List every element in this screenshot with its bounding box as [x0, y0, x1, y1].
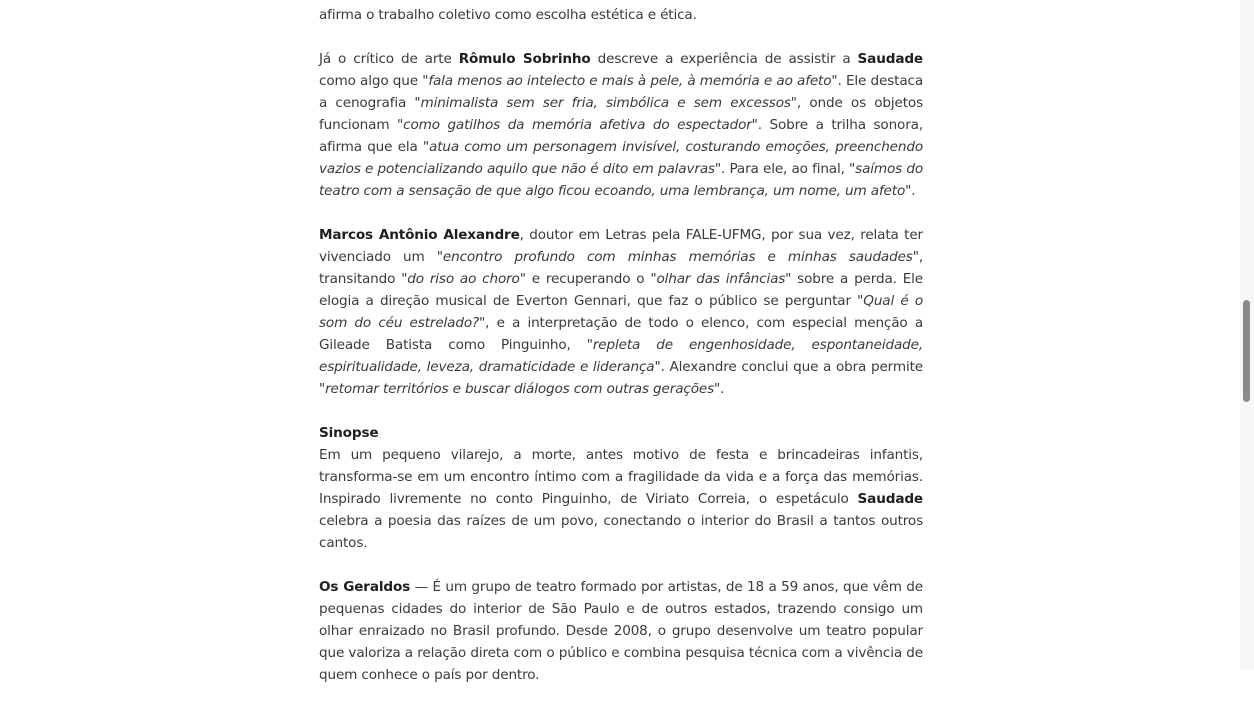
- quote: "encontro profundo com minhas memórias e minhas saudades": [436, 249, 919, 265]
- text: , transitando: [319, 249, 923, 287]
- vertical-scrollbar[interactable]: [1240, 0, 1254, 669]
- quote: "como gatilhos da memória afetiva do espectador": [397, 117, 758, 133]
- section-heading-sinopse: Sinopse: [319, 425, 379, 441]
- quote: "repleta de engenhosidade, espontaneidade, espiritualidade, leveza, dramaticidade e liderança": [319, 337, 923, 375]
- paragraph-sinopse: [319, 422, 923, 554]
- paragraph-os-geraldos: [319, 576, 923, 686]
- text: . Sobre a trilha sonora, afirma que ela: [319, 117, 923, 155]
- paragraph-collective-work: [319, 4, 923, 26]
- play-title: Saudade: [857, 491, 923, 507]
- quote: "Qual é o som do céu estrelado?": [319, 293, 923, 331]
- text: — É um grupo de teatro formado por artistas, de 18 a 59 anos, que vêm de pequenas cidades do interior de São Paulo e de outros estados, trazendo consigo um olhar enraizado no Brasil profundo. Desde 2008, o grupo desenvolve um teatro popular que valoriza a relação direta com o público e combina pesquisa técnica com a vivência de quem conhece o país por dentro.: [319, 579, 923, 683]
- group-name: Os Geraldos: [319, 579, 411, 595]
- text: e recuperando o: [525, 271, 651, 287]
- play-title: Saudade: [857, 51, 923, 67]
- quote: "atua como um personagem invisível, costurando emoções, preenchendo vazios e potencializando aquilo que não é dito em palavras": [319, 139, 923, 177]
- text: sobre a perda. Ele elogia a direção musical de Everton Gennari, que faz o público se perguntar: [319, 271, 923, 309]
- text: afirma o trabalho coletivo como escolha estética e ética.: [319, 7, 697, 23]
- quote: "fala menos ao intelecto e mais à pele, à memória e ao afeto": [422, 73, 838, 89]
- quote: "do riso ao choro": [401, 271, 526, 287]
- text: Em um pequeno vilarejo, a morte, antes motivo de festa e brincadeiras infantis, transforma-se em um encontro íntimo com a fragilidade da vida e a força das memórias. Inspirado livremente no conto Pinguinho, de Viriato Correia, o espetáculo: [319, 447, 923, 507]
- paragraph-romulo-sobrinho: [319, 48, 923, 202]
- text: . Alexandre conclui que a obra permite: [660, 359, 923, 375]
- text: . Ele destaca a cenografia: [319, 73, 924, 111]
- text: .: [720, 381, 725, 397]
- critic-name: Rômulo Sobrinho: [458, 51, 591, 67]
- article-body: [319, 4, 923, 708]
- text: Já o crítico de arte: [319, 51, 459, 67]
- reviewer-name: Marcos Antônio Alexandre: [319, 227, 520, 243]
- quote: "minimalista sem ser fria, simbólica e sem excessos": [414, 95, 797, 111]
- text: , onde os objetos funcionam: [319, 95, 924, 133]
- text: celebra a poesia das raízes de um povo, conectando o interior do Brasil a tantos outros cantos.: [319, 513, 923, 551]
- text: descreve a experiência de assistir a: [590, 51, 858, 67]
- scrollbar-thumb[interactable]: [1243, 300, 1250, 402]
- text: como algo que: [319, 73, 423, 89]
- text: , e a interpretação de todo o elenco, com especial menção a Gileade Batista como Pinguinho,: [319, 315, 924, 353]
- text: , doutor em Letras pela FALE-UFMG, por sua vez, relata ter vivenciado um: [319, 227, 923, 265]
- paragraph-marcos-alexandre: [319, 224, 923, 400]
- quote: "olhar das infâncias": [650, 271, 792, 287]
- quote: "saímos do teatro com a sensação de que algo ficou ecoando, uma lembrança, um nome, um afeto": [319, 161, 923, 199]
- text: .: [911, 183, 916, 199]
- text: . Para ele, ao final,: [721, 161, 850, 177]
- quote: "retomar territórios e buscar diálogos com outras gerações": [319, 381, 721, 397]
